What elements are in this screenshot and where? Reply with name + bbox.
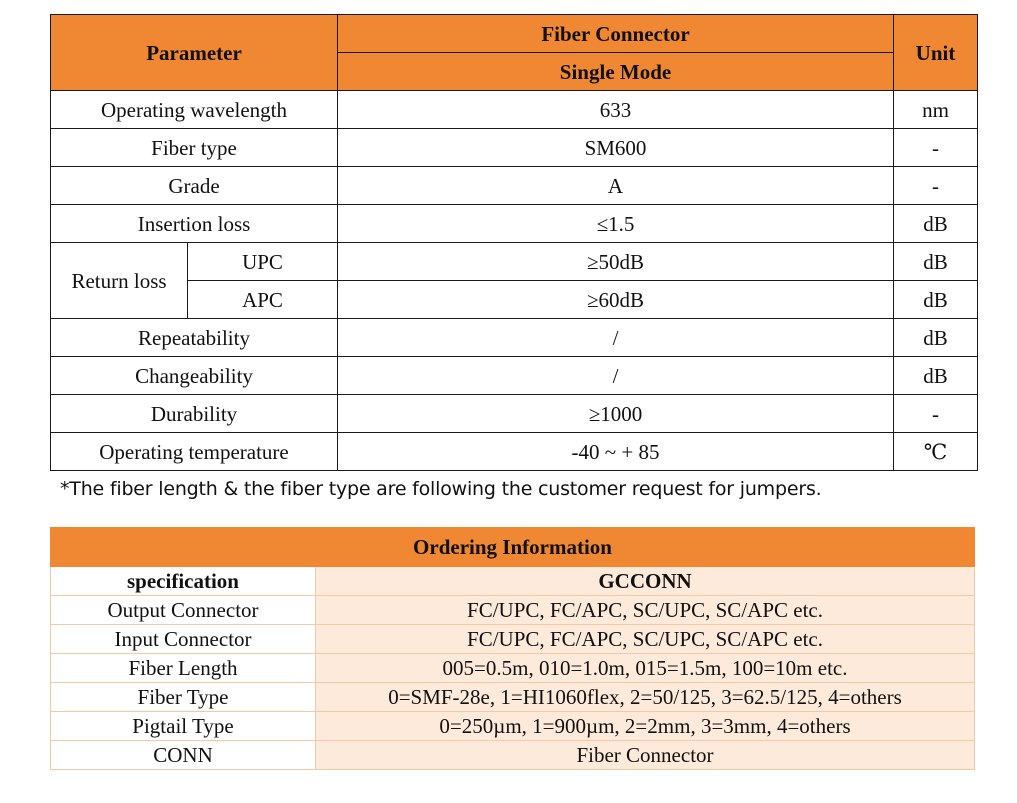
value-cell: ≤1.5 (338, 205, 894, 243)
unit-cell: - (894, 395, 978, 433)
specification-table (50, 14, 978, 471)
ordering-title: Ordering Information (51, 528, 975, 567)
order-value-cell: 0=250µm, 1=900µm, 2=2mm, 3=3mm, 4=others (316, 712, 975, 741)
value-cell: SM600 (338, 129, 894, 167)
order-param-cell: Fiber Length (51, 654, 316, 683)
table-row (51, 395, 978, 433)
sub-param-cell: UPC (188, 243, 338, 281)
order-param-cell: CONN (51, 741, 316, 770)
unit-cell: dB (894, 281, 978, 319)
table-row (51, 654, 975, 683)
order-value-cell: Fiber Connector (316, 741, 975, 770)
ordering-information-table (50, 527, 975, 770)
param-cell: Fiber type (51, 129, 338, 167)
value-cell: / (338, 319, 894, 357)
table-row (51, 625, 975, 654)
order-value-cell: 0=SMF-28e, 1=HI1060flex, 2=50/125, 3=62.5/125, 4=others (316, 683, 975, 712)
ordering-title-row (51, 528, 975, 567)
unit-cell: - (894, 129, 978, 167)
param-cell: Changeability (51, 357, 338, 395)
table-row (51, 357, 978, 395)
table-row (51, 433, 978, 471)
unit-cell: ℃ (894, 433, 978, 471)
sub-param-cell: APC (188, 281, 338, 319)
table-row (51, 712, 975, 741)
param-cell: Insertion loss (51, 205, 338, 243)
value-cell: 633 (338, 91, 894, 129)
table-row (51, 741, 975, 770)
table-row (51, 281, 978, 319)
table-row (51, 683, 975, 712)
value-cell: ≥50dB (338, 243, 894, 281)
order-param-cell: Input Connector (51, 625, 316, 654)
table-row (51, 205, 978, 243)
footnote: *The fiber length & the fiber type are following the customer request for jumpers. (60, 478, 822, 500)
unit-cell: dB (894, 319, 978, 357)
fiber-connector-header: Fiber Connector (338, 15, 894, 53)
order-param-cell: Output Connector (51, 596, 316, 625)
table-row (51, 596, 975, 625)
table-row (51, 129, 978, 167)
value-cell: -40 ~ + 85 (338, 433, 894, 471)
specification-label: specification (51, 567, 316, 596)
table-row (51, 91, 978, 129)
unit-cell: dB (894, 357, 978, 395)
single-mode-header: Single Mode (338, 53, 894, 91)
order-value-cell: FC/UPC, FC/APC, SC/UPC, SC/APC etc. (316, 625, 975, 654)
param-cell: Durability (51, 395, 338, 433)
order-value-cell: FC/UPC, FC/APC, SC/UPC, SC/APC etc. (316, 596, 975, 625)
param-cell: Operating temperature (51, 433, 338, 471)
table-row (51, 319, 978, 357)
parameter-header: Parameter (51, 15, 338, 91)
return-loss-label: Return loss (51, 243, 188, 319)
value-cell: A (338, 167, 894, 205)
unit-cell: dB (894, 243, 978, 281)
unit-header: Unit (894, 15, 978, 91)
unit-cell: nm (894, 91, 978, 129)
value-cell: ≥60dB (338, 281, 894, 319)
value-cell: ≥1000 (338, 395, 894, 433)
unit-cell: dB (894, 205, 978, 243)
table-row (51, 243, 978, 281)
order-param-cell: Fiber Type (51, 683, 316, 712)
unit-cell: - (894, 167, 978, 205)
order-param-cell: Pigtail Type (51, 712, 316, 741)
specification-code: GCCONN (316, 567, 975, 596)
param-cell: Grade (51, 167, 338, 205)
param-cell: Operating wavelength (51, 91, 338, 129)
order-value-cell: 005=0.5m, 010=1.0m, 015=1.5m, 100=10m etc. (316, 654, 975, 683)
table-row (51, 167, 978, 205)
ordering-spec-row (51, 567, 975, 596)
spec-header-row-1 (51, 15, 978, 53)
param-cell: Repeatability (51, 319, 338, 357)
value-cell: / (338, 357, 894, 395)
